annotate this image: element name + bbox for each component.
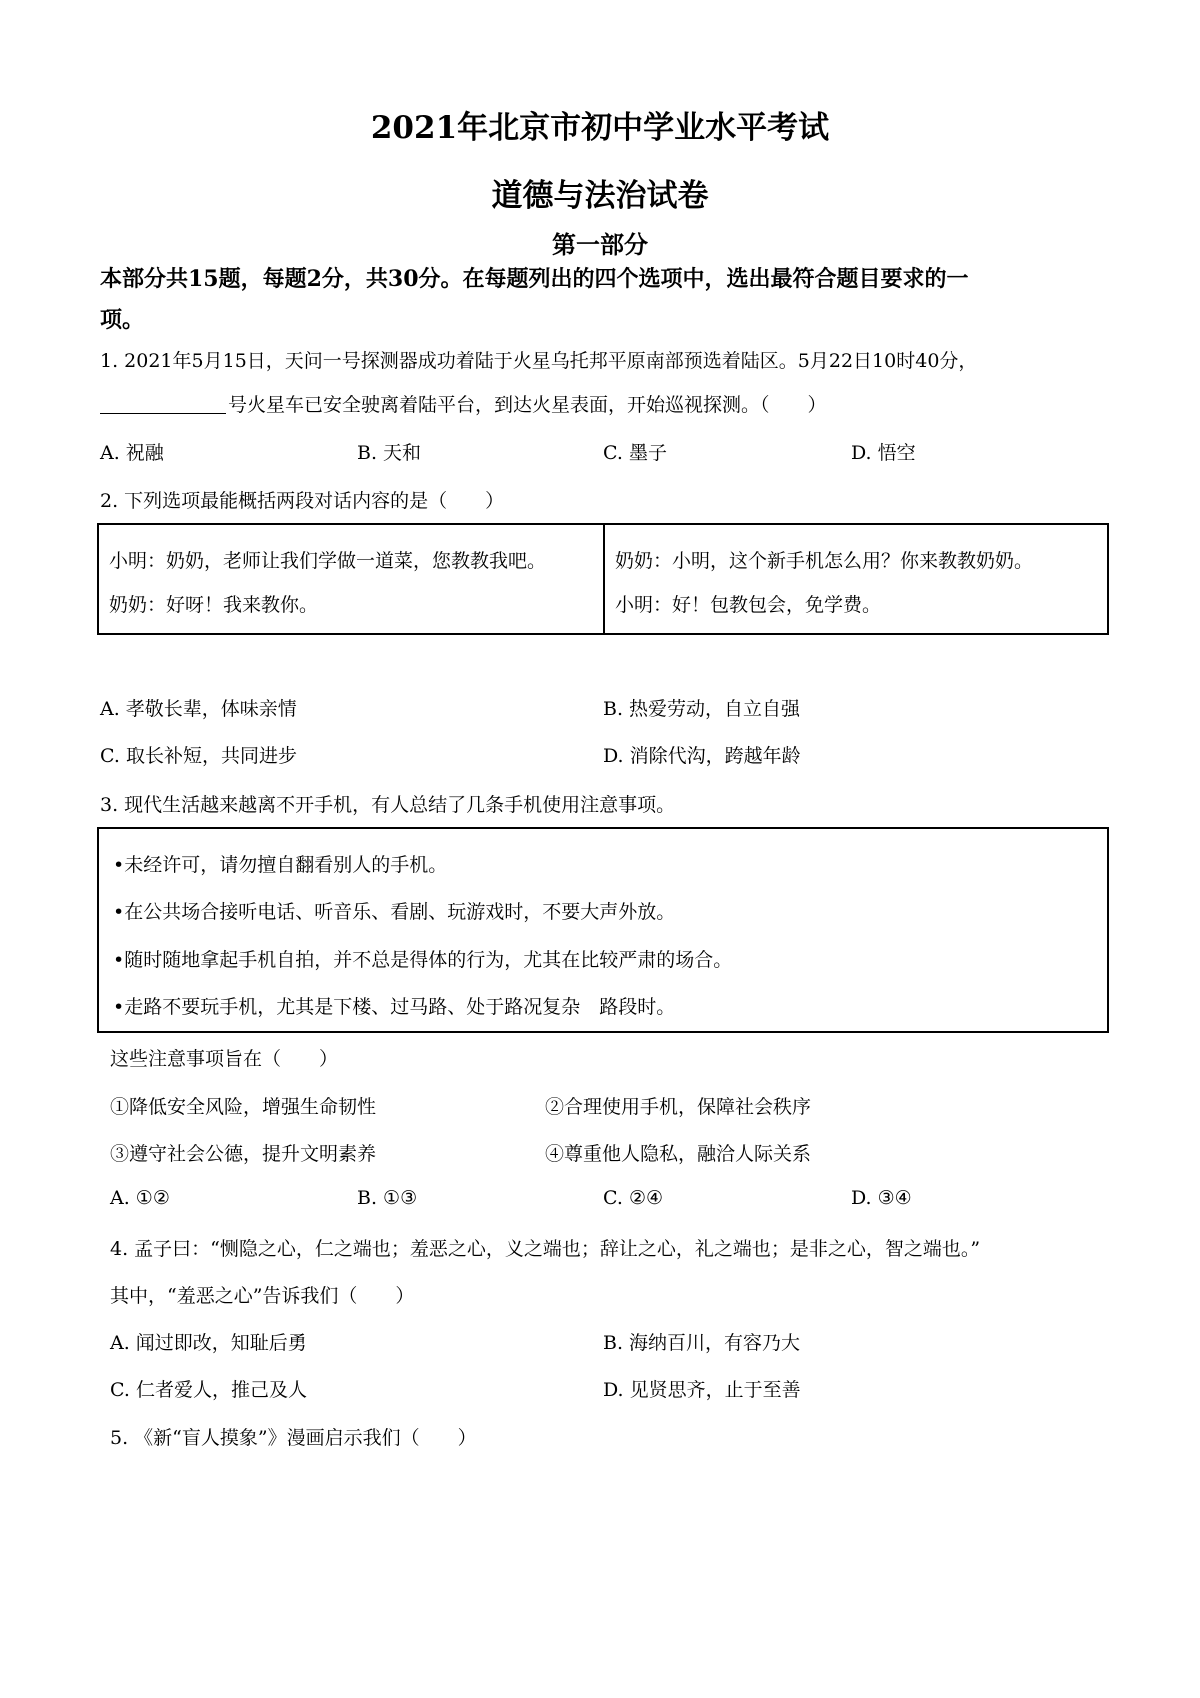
q1-option-c: C. 墨子 — [603, 442, 667, 464]
q1-option-a: A. 祝融 — [100, 442, 164, 464]
q1-line2 — [100, 390, 827, 417]
q2-right-line2: 小明：好！包教包会，免学费。 — [615, 594, 882, 616]
q3-tip-1: •未经许可，请勿擅自翻看别人的手机。 — [113, 854, 448, 876]
q3-statement-4: ④尊重他人隐私，融洽人际关系 — [545, 1143, 812, 1165]
q2-option-c: C. 取长补短，共同进步 — [100, 745, 297, 767]
q4-line1: 4. 孟子曰：“恻隐之心，仁之端也；羞恶之心，义之端也；辞让之心，礼之端也；是非之心，智之端也。” — [110, 1238, 981, 1260]
q3-statement-2: ②合理使用手机，保障社会秩序 — [545, 1096, 812, 1118]
bullet-icon: • — [113, 949, 125, 971]
section-heading: 第一部分 — [552, 230, 648, 259]
q3-tip-3: •随时随地拿起手机自拍，并不总是得体的行为，尤其在比较严肃的场合。 — [113, 949, 733, 971]
bullet-icon: • — [113, 854, 125, 876]
q3-statement-1: ①降低安全风险，增强生命韧性 — [110, 1096, 377, 1118]
instructions-line1: 本部分共15题，每题2分，共30分。在每题列出的四个选项中，选出最符合题目要求的一 — [100, 266, 969, 292]
q3-option-c: C. ②④ — [603, 1187, 664, 1209]
q5-stem: 5. 《新“盲人摸象”》漫画启示我们（ ） — [110, 1427, 477, 1449]
q3-option-a: A. ①② — [110, 1187, 170, 1209]
q1-blank — [100, 393, 226, 414]
q3-statement-3: ③遵守社会公德，提升文明素养 — [110, 1143, 377, 1165]
q1-option-d: D. 悟空 — [851, 442, 916, 464]
q3-tips-box — [97, 827, 1109, 1033]
bullet-icon: • — [113, 901, 125, 923]
exam-subtitle: 道德与法治试卷 — [491, 178, 709, 214]
q3-option-d: D. ③④ — [851, 1187, 912, 1209]
q4-option-d: D. 见贤思齐，止于至善 — [603, 1379, 801, 1401]
exam-title: 2021年北京市初中学业水平考试 — [370, 110, 830, 146]
q4-option-c: C. 仁者爱人，推己及人 — [110, 1379, 307, 1401]
q4-line2: 其中，“羞恶之心”告诉我们（ ） — [110, 1285, 415, 1307]
q3-tip-2: •在公共场合接听电话、听音乐、看剧、玩游戏时，不要大声外放。 — [113, 901, 676, 923]
q2-option-d: D. 消除代沟，跨越年龄 — [603, 745, 801, 767]
q1-line1: 1. 2021年5月15日，天问一号探测器成功着陆于火星乌托邦平原南部预选着陆区。5月22日10时40分， — [100, 350, 978, 372]
q3-stem: 3. 现代生活越来越离不开手机，有人总结了几条手机使用注意事项。 — [100, 794, 676, 816]
q3-tip-4: •走路不要玩手机，尤其是下楼、过马路、处于路况复杂 路段时。 — [113, 996, 676, 1018]
q4-option-a: A. 闻过即改，知耻后勇 — [110, 1332, 307, 1354]
q3-option-b: B. ①③ — [357, 1187, 418, 1209]
q2-dialogue-box — [97, 523, 1109, 635]
q2-stem: 2. 下列选项最能概括两段对话内容的是（ ） — [100, 490, 505, 512]
q2-dialogue-divider — [603, 525, 605, 633]
q2-left-line1: 小明：奶奶，老师让我们学做一道菜，您教教我吧。 — [109, 550, 547, 572]
q2-right-line1: 奶奶：小明，这个新手机怎么用？你来教教奶奶。 — [615, 550, 1034, 572]
q3-question: 这些注意事项旨在（ ） — [110, 1048, 339, 1070]
q2-option-a: A. 孝敬长辈，体味亲情 — [100, 698, 297, 720]
q1-line2-text: 号火星车已安全驶离着陆平台，到达火星表面，开始巡视探测。（ ） — [228, 394, 827, 416]
q4-option-b: B. 海纳百川，有容乃大 — [603, 1332, 801, 1354]
instructions-line2: 项。 — [100, 307, 145, 333]
bullet-icon: • — [113, 996, 125, 1018]
q1-option-b: B. 天和 — [357, 442, 422, 464]
q2-option-b: B. 热爱劳动，自立自强 — [603, 698, 801, 720]
q2-left-line2: 奶奶：好呀！我来教你。 — [109, 594, 319, 616]
